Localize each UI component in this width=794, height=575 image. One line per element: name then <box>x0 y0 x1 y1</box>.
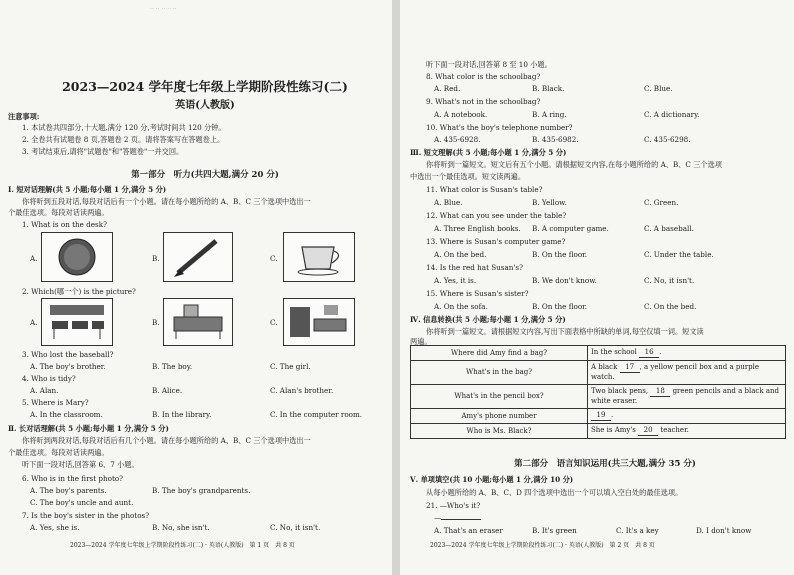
table-question: Where did Amy find a bag? <box>411 346 588 361</box>
notice-1: 1. 本试卷共四部分,十大题,满分 120 分,考试时间共 120 分钟。 <box>22 123 226 132</box>
question-21-reply <box>434 513 481 522</box>
q8-option-c: C. Blue. <box>644 84 673 93</box>
table-row <box>411 361 786 385</box>
table-answer <box>588 424 786 439</box>
answer-blank-17[interactable]: 17 <box>620 363 640 373</box>
answer-suffix: . <box>611 411 614 419</box>
question-1: 1. What is on the desk? <box>22 220 107 229</box>
table-question: Who is Ms. Black? <box>411 424 588 439</box>
q3-option-a: A. The boy's brother. <box>30 362 106 371</box>
q21-option-a: A. That's an eraser <box>434 526 503 535</box>
q2-option-b-label: B. <box>152 318 160 327</box>
section-1-desc-2: 个最佳选项。每段对话读两遍。 <box>8 208 109 217</box>
q13-option-b: B. On the floor. <box>532 250 588 259</box>
q11-option-c: C. Green. <box>644 198 679 207</box>
info-transfer-table <box>410 345 786 439</box>
q1-option-a-label: A. <box>30 254 38 263</box>
question-15: 15. Where is Susan's sister? <box>426 289 529 298</box>
answer-blank-21[interactable] <box>441 519 481 520</box>
table-row <box>411 424 786 439</box>
q13-option-a: A. On the bed. <box>434 250 487 259</box>
q21-option-b: B. It's green <box>532 526 577 535</box>
q4-option-a: A. Alan. <box>30 386 59 395</box>
table-answer <box>588 385 786 409</box>
section-5-heading: Ⅴ. 单项填空(共 10 小题;每小题 1 分,满分 10 分) <box>410 475 574 484</box>
question-6: 6. Who is in the first photo? <box>22 474 124 483</box>
living-room-icon <box>284 299 354 345</box>
question-3: 3. Who lost the baseball? <box>22 350 114 359</box>
q2-option-a-label: A. <box>30 318 38 327</box>
question-8: 8. What color is the schoolbag? <box>426 72 541 81</box>
q6-option-b: B. The boy's grandparents. <box>152 486 251 495</box>
answer-blank-20[interactable]: 20 <box>638 426 658 436</box>
pencil-icon <box>164 233 232 281</box>
q14-option-a: A. Yes, it is. <box>434 276 477 285</box>
q2-picture-c <box>283 298 355 346</box>
question-2: 2. Which(哪一个) is the picture? <box>22 287 136 296</box>
reply-dash: — <box>434 513 442 522</box>
q1-picture-a <box>41 232 113 282</box>
question-10: 10. What's the boy's telephone number? <box>426 123 573 132</box>
section-2-desc-2: 个最佳选项。每段对话读两遍。 <box>8 448 109 457</box>
table-question: What's in the bag? <box>411 361 588 385</box>
section-4-heading: Ⅳ. 信息转换(共 5 小题;每小题 1 分,满分 5 分) <box>410 315 566 324</box>
coin-icon <box>42 233 112 281</box>
q11-option-b: B. Yellow. <box>532 198 567 207</box>
bedroom-icon <box>164 299 232 345</box>
table-row <box>411 346 786 361</box>
page-1-footer: 2023—2024 学年度七年级上学期阶段性练习(二) · 英语(人教版) 第 1 页 共 8 页 <box>70 542 295 549</box>
table-question: What's in the pencil box? <box>411 385 588 409</box>
section-3-heading: Ⅲ. 短文理解(共 5 小题;每小题 1 分,满分 5 分) <box>410 148 567 157</box>
question-13: 13. Where is Susan's computer game? <box>426 237 566 246</box>
question-9: 9. What's not in the schoolbag? <box>426 97 541 106</box>
q5-option-c: C. In the computer room. <box>270 410 363 419</box>
section-2-desc-1: 你将听到两段对话,每段对话后有几个小题。请在每小题所给的 A、B、C 三个选项中选出一 <box>22 436 311 445</box>
q21-option-c: C. It's a key <box>616 526 659 535</box>
q10-option-c: C. 435-6298. <box>644 135 691 144</box>
q1-picture-b <box>163 232 233 282</box>
table-row <box>411 409 786 424</box>
q4-option-c: C. Alan's brother. <box>270 386 334 395</box>
q11-option-a: A. Blue. <box>434 198 463 207</box>
q5-option-a: A. In the classroom. <box>30 410 103 419</box>
q12-option-c: C. A baseball. <box>644 224 694 233</box>
dialogue-intro: 听下面一段对话,回答第 8 至 10 小题。 <box>426 60 552 69</box>
answer-suffix: , a yellow pencil box and a purple watch. <box>591 363 760 381</box>
answer-prefix: A black <box>591 363 618 371</box>
section-2-heading: Ⅱ. 长对话理解(共 5 小题;每小题 1 分,满分 5 分) <box>8 424 169 433</box>
q21-option-d: D. I don't know <box>696 526 752 535</box>
q2-picture-a <box>41 298 113 346</box>
question-14: 14. Is the red hat Susan's? <box>426 263 523 272</box>
answer-prefix: In the school <box>591 348 637 356</box>
notice-2: 2. 全卷共有试题卷 8 页,答题卷 2 页。请将答案写在答题卷上。 <box>22 135 225 144</box>
q14-option-c: C. No, it isn't. <box>644 276 695 285</box>
q9-option-a: A. A notebook. <box>434 110 488 119</box>
q1-picture-c <box>283 232 355 282</box>
question-5: 5. Where is Mary? <box>22 398 89 407</box>
q3-option-b: B. The boy. <box>152 362 193 371</box>
q8-option-b: B. Black. <box>532 84 565 93</box>
q7-option-b: B. No, she isn't. <box>152 523 210 532</box>
answer-suffix: teacher. <box>660 426 689 434</box>
q10-option-b: B. 435-6982. <box>532 135 579 144</box>
answer-suffix: . <box>659 348 662 356</box>
table-question: Amy's phone number <box>411 409 588 424</box>
section-5-desc: 从每小题所给的 A、B、C、D 四个选项中选出一个可以填入空白处的最佳选项。 <box>426 488 683 497</box>
q1-option-c-label: C. <box>270 254 278 263</box>
table-answer <box>588 409 786 424</box>
q7-option-a: A. Yes, she is. <box>30 523 80 532</box>
q6-option-a: A. The boy's parents. <box>30 486 107 495</box>
question-4: 4. Who is tidy? <box>22 374 76 383</box>
answer-prefix: Two black pens, <box>591 387 649 395</box>
q15-option-c: C. On the bed. <box>644 302 697 311</box>
q2-option-c-label: C. <box>270 318 278 327</box>
section-4-desc-2: 两遍。 <box>410 337 432 346</box>
q4-option-b: B. Alice. <box>152 386 183 395</box>
table-answer <box>588 361 786 385</box>
q8-option-a: A. Red. <box>434 84 461 93</box>
q5-option-b: B. In the library. <box>152 410 212 419</box>
question-12: 12. What can you see under the table? <box>426 211 567 220</box>
bleed-through-text: ·· ·· ·· ·· ·· <box>150 6 177 13</box>
answer-blank-18[interactable]: 18 <box>650 387 670 397</box>
q1-option-b-label: B. <box>152 254 160 263</box>
exam-subtitle: 英语(人教版) <box>175 100 235 111</box>
answer-suffix: green pencils and a black and white eraser. <box>591 387 779 405</box>
answer-prefix: She is Amy's <box>591 426 636 434</box>
teacup-icon <box>284 233 354 281</box>
part-2-title: 第二部分 语言知识运用(共三大题,满分 35 分) <box>514 459 696 469</box>
q7-option-c: C. No, it isn't. <box>270 523 321 532</box>
q6-option-c: C. The boy's uncle and aunt. <box>30 498 134 507</box>
section-3-desc-1: 你将听到一篇短文。短文后有五个小题。请根据短文内容,在每小题所给的 A、B、C 三个选项 <box>426 160 722 169</box>
question-21: 21. —Who's it? <box>426 501 481 510</box>
exam-title: 2023—2024 学年度七年级上学期阶段性练习(二) <box>62 79 348 94</box>
section-1-heading: Ⅰ. 短对话理解(共 5 小题;每小题 1 分,满分 5 分) <box>8 185 167 194</box>
q13-option-c: C. Under the table. <box>644 250 714 259</box>
notice-heading: 注意事项: <box>8 112 40 121</box>
table-row <box>411 385 786 409</box>
page-2-footer: 2023—2024 学年度七年级上学期阶段性练习(二) · 英语(人教版) 第 2 页 共 8 页 <box>430 542 655 549</box>
q10-option-a: A. 435-6928. <box>434 135 481 144</box>
q2-picture-b <box>163 298 233 346</box>
answer-blank-19[interactable]: 19 <box>591 411 611 421</box>
section-1-desc-1: 你将听到五段对话,每段对话后有一个小题。请在每小题所给的 A、B、C 三个选项中选出一 <box>22 197 311 206</box>
section-4-desc-1: 你将听到一篇短文。请根据短文内容,写出下面表格中所缺的单词,每空仅填一词。短文读 <box>426 327 704 336</box>
page-gutter <box>392 0 400 575</box>
q9-option-b: B. A ring. <box>532 110 567 119</box>
q3-option-c: C. The girl. <box>270 362 311 371</box>
question-11: 11. What color is Susan's table? <box>426 185 543 194</box>
exam-page-1 <box>0 0 392 575</box>
q12-option-b: B. A computer game. <box>532 224 609 233</box>
answer-blank-16[interactable]: 16 <box>639 348 659 358</box>
question-7: 7. Is the boy's sister in the photos? <box>22 511 150 520</box>
part-1-title: 第一部分 听力(共四大题,满分 20 分) <box>131 170 279 180</box>
q15-option-b: B. On the floor. <box>532 302 588 311</box>
table-answer <box>588 346 786 361</box>
q14-option-b: B. We don't know. <box>532 276 597 285</box>
section-2-desc-3: 听下面一段对话,回答第 6、7 小题。 <box>22 460 139 469</box>
q12-option-a: A. Three English books. <box>434 224 521 233</box>
section-3-desc-2: 中选出一个最佳选项。短文读两遍。 <box>410 172 526 181</box>
q15-option-a: A. On the sofa. <box>434 302 488 311</box>
classroom-desks-icon <box>42 299 112 345</box>
q9-option-c: C. A dictionary. <box>644 110 700 119</box>
exam-page-2 <box>400 0 794 575</box>
notice-3: 3. 考试结束后,请将"试题卷"和"答题卷"一并交回。 <box>22 147 184 156</box>
